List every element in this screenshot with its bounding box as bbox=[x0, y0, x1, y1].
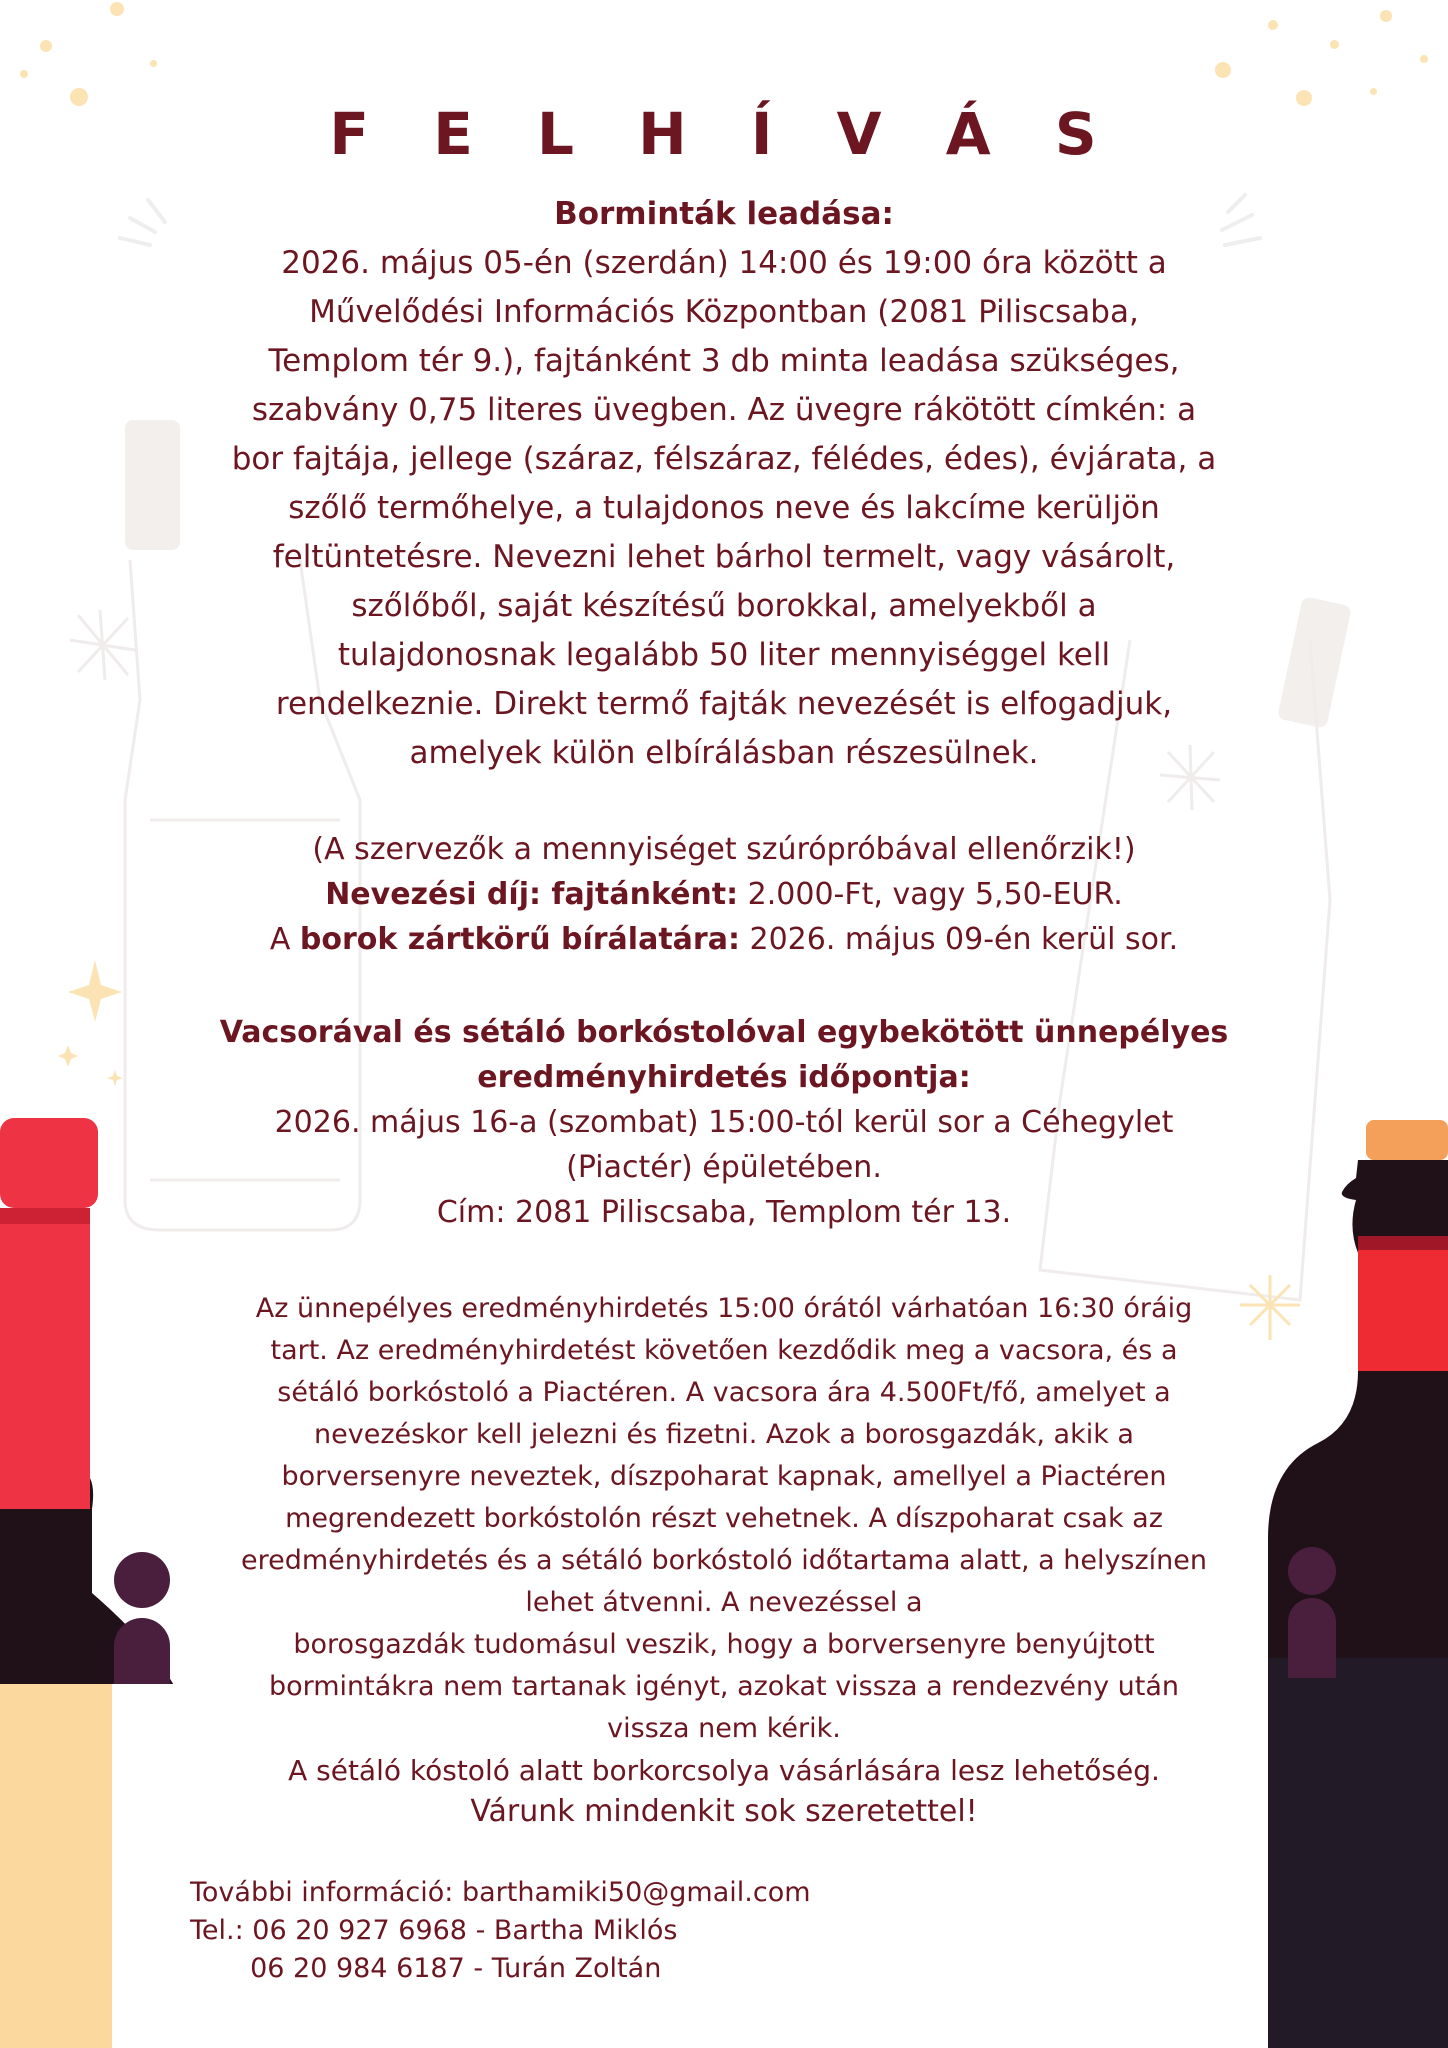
text-line: amelyek külön elbírálásban részesülnek. bbox=[409, 735, 1039, 771]
sample-submission-heading: Borminták leadása: bbox=[554, 196, 894, 232]
text-line: feltüntetésre. Nevezni lehet bárhol termelt, vagy vásárolt, bbox=[272, 539, 1176, 575]
text-line: 2026. május 16-a (szombat) 15:00-tól kerül sor a Céhegylet bbox=[274, 1105, 1174, 1140]
closing-line: Várunk mindenkit sok szeretettel! bbox=[470, 1794, 978, 1829]
contact-info bbox=[190, 1874, 811, 1988]
sample-submission-section bbox=[0, 190, 1448, 778]
text-line: vissza nem kérik. bbox=[607, 1713, 841, 1744]
text-line: (Piactér) épületében. bbox=[566, 1150, 882, 1185]
text-line: szőlőből, saját készítésű borokkal, amelyekből a bbox=[351, 588, 1097, 624]
text-line: tart. Az eredményhirdetést követően kezdődik meg a vacsora, és a bbox=[270, 1335, 1178, 1366]
quantity-check-note: (A szervezők a mennyiséget szúrópróbával ellenőrzik!) bbox=[312, 832, 1136, 867]
page-title: F E L H Í V Á S bbox=[329, 100, 1119, 168]
sparkle-dot bbox=[1420, 55, 1428, 63]
contact-email: További információ: barthamiki50@gmail.com bbox=[190, 1877, 811, 1908]
text-line: nevezéskor kell jelezni és fizetni. Azok a borosgazdák, akik a bbox=[314, 1419, 1134, 1450]
text-line: tulajdonosnak legalább 50 liter mennyiséggel kell bbox=[337, 637, 1111, 673]
text-line: bor fajtája, jellege (száraz, félszáraz, félédes, édes), évjárata, a bbox=[231, 441, 1217, 477]
text-line: bormintákra nem tartanak igényt, azokat vissza a rendezvény után bbox=[268, 1671, 1180, 1702]
text-line: szabvány 0,75 literes üvegben. Az üvegre rákötött címkén: a bbox=[251, 392, 1197, 428]
sparkle-dot bbox=[20, 70, 28, 78]
sparkle-dot bbox=[40, 40, 52, 52]
ceremony-heading: eredményhirdetés időpontja: bbox=[477, 1060, 971, 1095]
ceremony-heading: Vacsorával és sétáló borkóstolóval egybekötött ünnepélyes bbox=[219, 1015, 1229, 1050]
sparkle-dot bbox=[1370, 88, 1377, 95]
judging-date-line bbox=[0, 917, 1448, 962]
sparkle-dot bbox=[1215, 62, 1231, 78]
text-line: A sétáló kóstoló alatt borkorcsolya vásárlására lesz lehetőség. bbox=[288, 1754, 1160, 1787]
sparkle-dot bbox=[1330, 40, 1339, 49]
judging-label: borok zártkörű bírálatára: bbox=[299, 922, 740, 957]
details-section bbox=[0, 1288, 1448, 1792]
entry-fee-value: 2.000-Ft, vagy 5,50-EUR. bbox=[738, 877, 1123, 912]
sparkle-dot bbox=[150, 60, 157, 67]
sparkle-dot bbox=[110, 2, 124, 16]
judging-prefix: A bbox=[269, 922, 300, 957]
text-line: Művelődési Információs Központban (2081 Piliscsaba, bbox=[309, 294, 1139, 330]
text-line: megrendezett borkóstolón részt vehetnek. A díszpoharat csak az bbox=[285, 1503, 1163, 1534]
text-line: Cím: 2081 Piliscsaba, Templom tér 13. bbox=[436, 1195, 1012, 1230]
text-line: sétáló borkóstoló a Piactéren. A vacsora ára 4.500Ft/fő, amelyet a bbox=[277, 1377, 1171, 1408]
contact-phone-2: 06 20 984 6187 - Turán Zoltán bbox=[190, 1953, 662, 1984]
text-line: Templom tér 9.), fajtánként 3 db minta leadása szükséges, bbox=[268, 343, 1180, 379]
sparkle-dot bbox=[1380, 10, 1392, 22]
entry-fee-line bbox=[0, 872, 1448, 917]
judging-value: 2026. május 09-én kerül sor. bbox=[739, 922, 1179, 957]
text-line: szőlő termőhelye, a tulajdonos neve és lakcíme kerüljön bbox=[288, 490, 1160, 526]
text-line: lehet átvenni. A nevezéssel a bbox=[525, 1587, 923, 1618]
text-line: borversenyre neveztek, díszpoharat kapnak, amellyel a Piactéren bbox=[281, 1461, 1167, 1492]
ceremony-section bbox=[0, 1010, 1448, 1235]
fees-section bbox=[0, 827, 1448, 962]
text-line: borosgazdák tudomásul veszik, hogy a borversenyre benyújtott bbox=[293, 1629, 1155, 1660]
text-line: rendelkeznie. Direkt termő fajták nevezését is elfogadjuk, bbox=[275, 686, 1173, 722]
text-line: 2026. május 05-én (szerdán) 14:00 és 19:00 óra között a bbox=[281, 245, 1167, 281]
entry-fee-label: Nevezési díj: fajtánként: bbox=[325, 877, 739, 912]
text-line: Az ünnepélyes eredményhirdetés 15:00 órától várhatóan 16:30 óráig bbox=[255, 1293, 1193, 1324]
contact-phone-1: Tel.: 06 20 927 6968 - Bartha Miklós bbox=[190, 1915, 678, 1946]
text-line: eredményhirdetés és a sétáló borkóstoló időtartama alatt, a helyszínen bbox=[240, 1545, 1208, 1576]
sparkle-dot bbox=[1268, 20, 1278, 30]
